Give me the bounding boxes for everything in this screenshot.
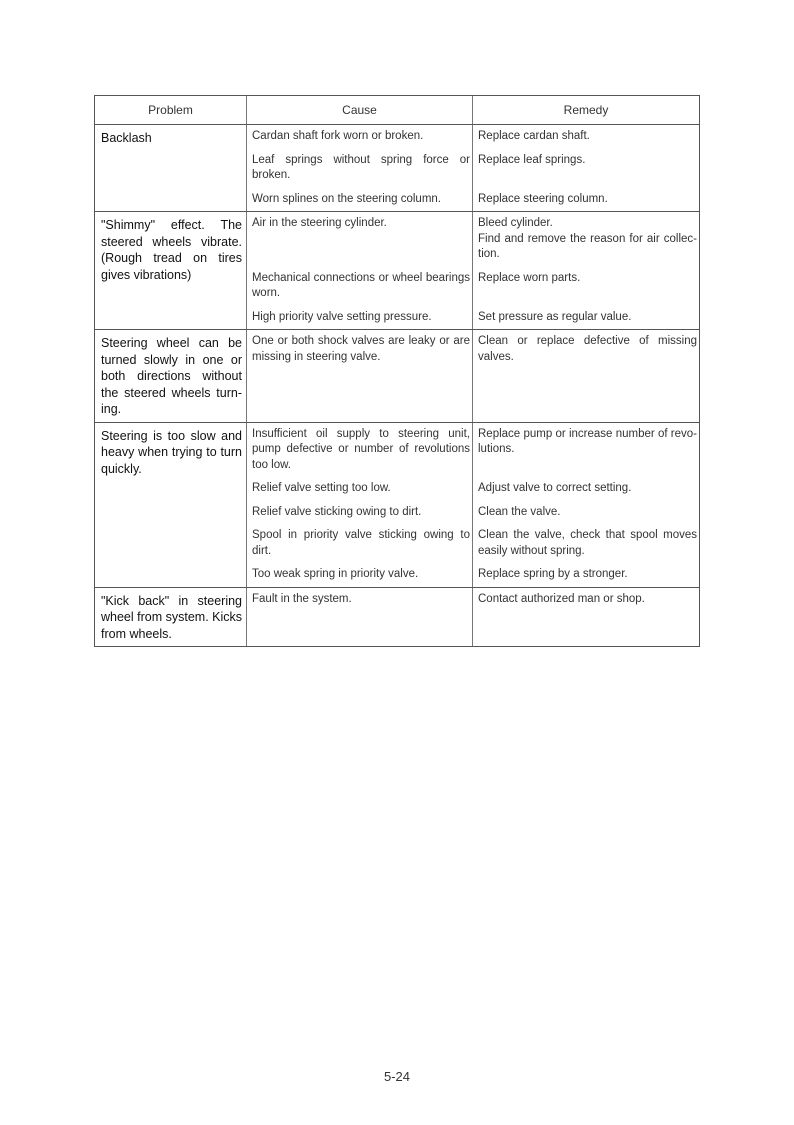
remedy-cell: Bleed cylinder. Find and remove the reason for air collec-tion. <box>478 217 697 260</box>
table-row <box>247 524 699 563</box>
cause-cell: Relief valve setting too low. <box>247 477 473 501</box>
cause-cell: Air in the steering cylinder. <box>247 212 473 267</box>
remedy-cell: Set pressure as regular value. <box>478 310 632 323</box>
cause-cell: Worn splines on the steering column. <box>247 188 473 212</box>
cause-cell: Fault in the system. <box>247 588 473 647</box>
cause-cell: Leaf springs without spring force or broken. <box>247 149 473 188</box>
table-row <box>247 188 699 212</box>
troubleshooting-table <box>94 95 700 647</box>
problem-group-kick-back <box>95 588 699 647</box>
remedy-cell: Replace steering column. <box>478 192 608 205</box>
table-row <box>247 267 699 306</box>
problem-cell: Steering is too slow and heavy when trying to turn quickly. <box>95 423 247 587</box>
remedy-cell: Replace cardan shaft. <box>478 130 590 142</box>
cause-cell: Too weak spring in priority valve. <box>247 563 473 587</box>
cause-cell: High priority valve setting pressure. <box>247 306 473 330</box>
header-remedy: Remedy <box>563 103 609 117</box>
remedy-cell: Clean the valve. <box>478 505 561 518</box>
table-row <box>247 330 699 422</box>
remedy-cell: Replace leaf springs. <box>478 153 586 166</box>
table-row <box>247 423 699 478</box>
cause-cell: Relief valve sticking owing to dirt. <box>247 501 473 525</box>
problem-cell: "Shimmy" effect. The steered wheels vibrate. (Rough tread on tires gives vibrations) <box>95 212 247 329</box>
cause-cell: Spool in priority valve sticking owing to dirt. <box>247 524 473 563</box>
table-row <box>247 306 699 330</box>
problem-group-shimmy <box>95 212 699 330</box>
header-problem: Problem <box>95 96 247 124</box>
remedy-cell: Replace worn parts. <box>478 271 581 284</box>
table-row <box>247 212 699 267</box>
problem-group-slow-turning <box>95 330 699 423</box>
table-row <box>247 477 699 501</box>
problem-cell: "Kick back" in steering wheel from system. Kicks from wheels. <box>95 588 247 647</box>
remedy-cell: Adjust valve to correct setting. <box>478 482 632 494</box>
remedy-cell: Replace pump or increase number of revo-lutions. <box>478 427 697 455</box>
remedy-cell: Clean or replace defective of missing valves. <box>478 335 697 363</box>
problem-group-slow-heavy <box>95 423 699 588</box>
problem-cell: Backlash <box>95 125 247 211</box>
page-number: 5-24 <box>383 1069 411 1084</box>
remedy-cell: Replace spring by a stronger. <box>478 568 628 580</box>
table-header <box>95 96 699 125</box>
table-row <box>247 149 699 188</box>
table-row <box>247 125 699 149</box>
table-row <box>247 588 699 647</box>
cause-cell: Cardan shaft fork worn or broken. <box>247 125 473 149</box>
cause-cell: Insufficient oil supply to steering unit, pump defective or number of revolutions too low. <box>247 423 473 478</box>
problem-group-backlash <box>95 125 699 212</box>
table-row <box>247 563 699 587</box>
remedy-cell: Clean the valve, check that spool moves easily without spring. <box>478 529 697 557</box>
cause-cell: Mechanical connections or wheel bearings worn. <box>247 267 473 306</box>
header-cause: Cause <box>247 96 473 124</box>
table-row <box>247 501 699 525</box>
problem-cell: Steering wheel can be turned slowly in one or both directions without the steered wheels turn-ing. <box>95 330 247 422</box>
remedy-cell: Contact authorized man or shop. <box>478 592 645 605</box>
cause-cell: One or both shock valves are leaky or are missing in steering valve. <box>247 330 473 422</box>
